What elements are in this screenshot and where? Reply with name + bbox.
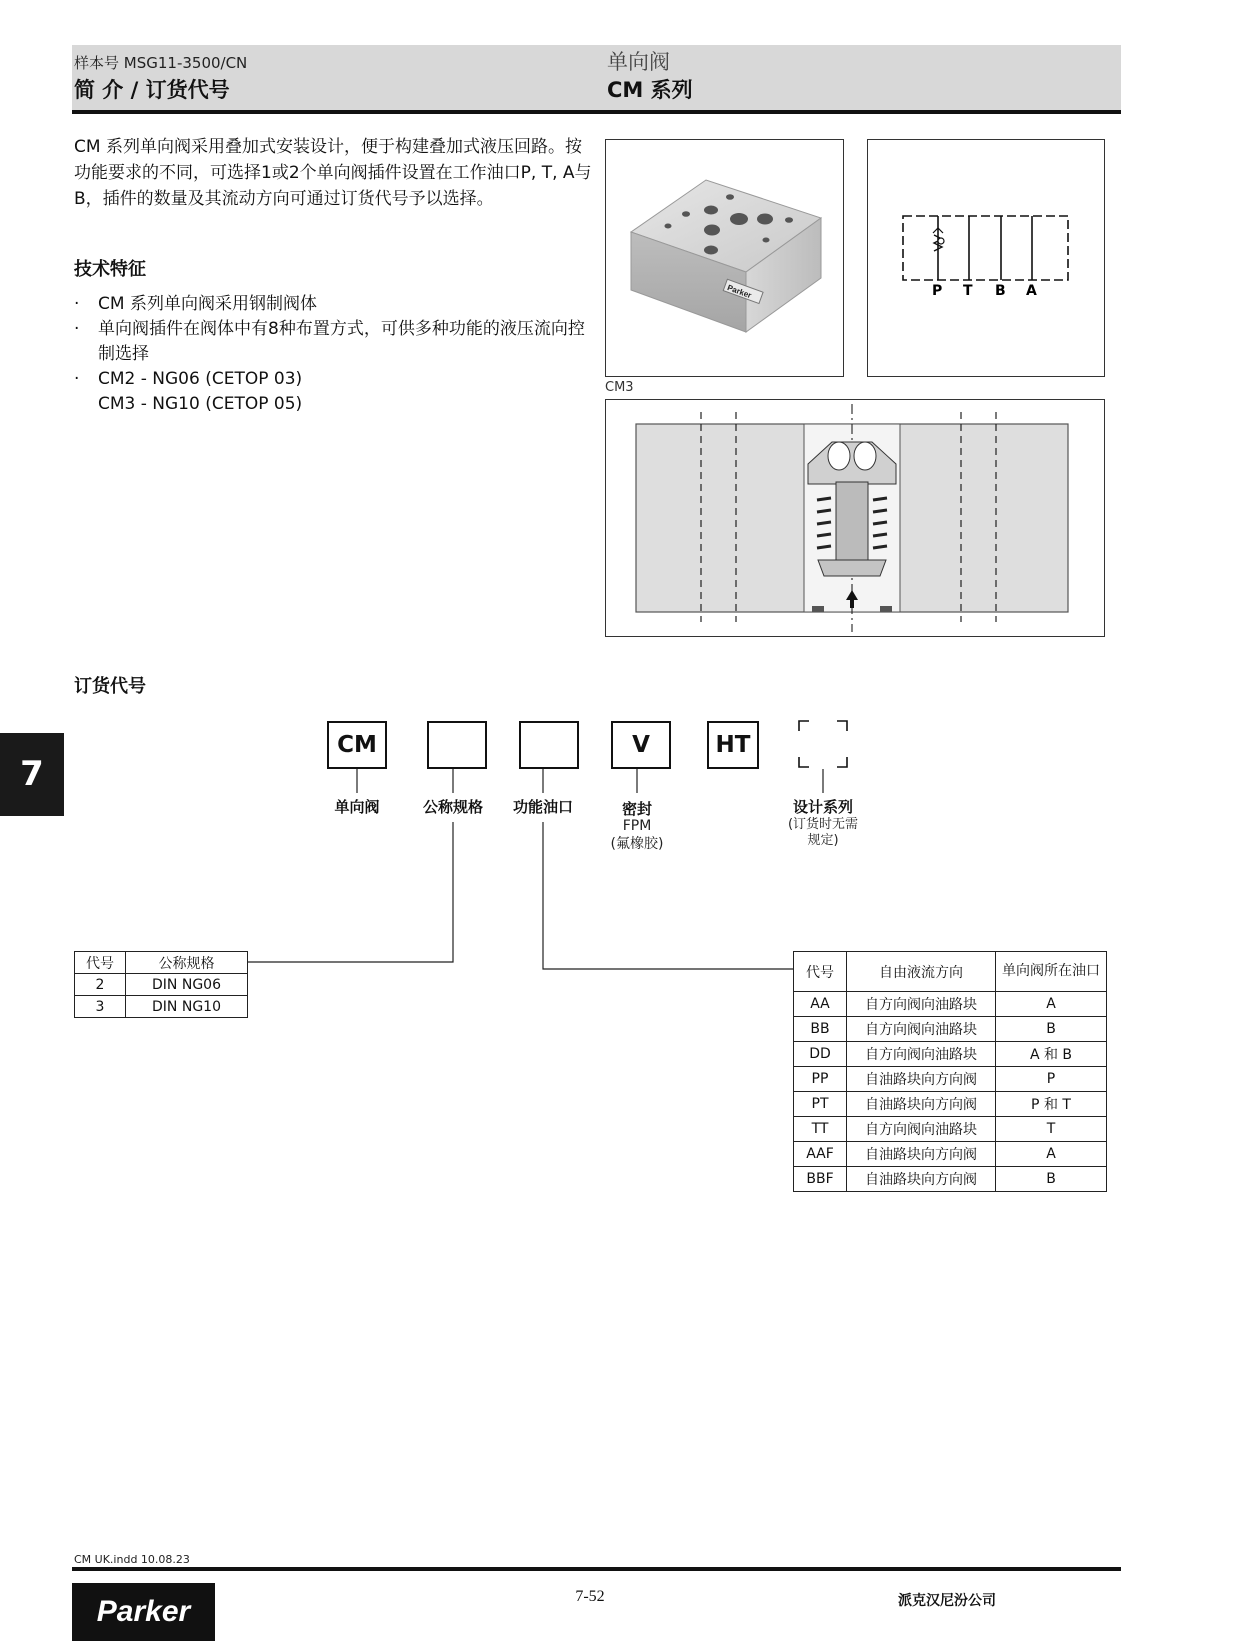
table-cell: AA — [794, 992, 847, 1017]
table-header-cell: 自由液流方向 — [847, 952, 996, 992]
table-cell: 自油路块向方向阀 — [847, 1167, 996, 1192]
port-label-a: A — [1026, 283, 1037, 299]
table-cell: B — [996, 1167, 1107, 1192]
table-header-cell: 单向阀所在油口 — [996, 952, 1107, 992]
table-cell: P — [996, 1067, 1107, 1092]
label-function-port: 功能油口 — [512, 798, 573, 816]
table-row — [794, 1167, 1107, 1192]
file-info: CM UK.indd 10.08.23 — [74, 1553, 190, 1566]
table-cell: T — [996, 1117, 1107, 1142]
label-check-valve: 单向阀 — [334, 798, 380, 816]
table-cell: 自方向阀向油路块 — [847, 1017, 996, 1042]
table-cell: DIN NG10 — [126, 996, 248, 1018]
photo-logo-text: Parker — [726, 283, 753, 301]
table-cell: PT — [794, 1092, 847, 1117]
table-row — [794, 1117, 1107, 1142]
nominal-size-table — [74, 951, 248, 1018]
label-nominal-size: 公称规格 — [422, 798, 483, 816]
table-row — [794, 1017, 1107, 1042]
table-cell: 自油路块向方向阀 — [847, 1092, 996, 1117]
table-cell: AAF — [794, 1142, 847, 1167]
section-title: 简 介 / 订货代号 — [74, 78, 230, 102]
table-row — [794, 1067, 1107, 1092]
page-number: 7-52 — [575, 1588, 605, 1605]
design-series-note-2: 规定) — [807, 833, 839, 848]
code-box-cm: CM — [327, 721, 387, 769]
table-cell: P 和 T — [996, 1092, 1107, 1117]
section-caption: CM3 — [605, 380, 634, 395]
feature-item: · CM2 - NG06 (CETOP 03) — [74, 369, 303, 389]
table-header-cell: 代号 — [75, 952, 126, 974]
port-label-p: P — [932, 283, 943, 299]
product-name: 单向阀 — [607, 50, 670, 74]
company-name: 派克汉尼汾公司 — [898, 1593, 996, 1609]
table-cell: TT — [794, 1117, 847, 1142]
label-design-series: 设计系列 — [792, 798, 853, 816]
table-cell: 自油路块向方向阀 — [847, 1142, 996, 1167]
table-header-cell: 代号 — [794, 952, 847, 992]
code-box-ht: HT — [707, 721, 759, 769]
catalog-number: 样本号 MSG11-3500/CN — [74, 54, 248, 72]
table-row — [794, 1092, 1107, 1117]
code-box-seal: V — [611, 721, 671, 769]
table-cell: A — [996, 1142, 1107, 1167]
table-row — [75, 996, 248, 1018]
port-label-b: B — [995, 283, 1006, 299]
function-port-table — [793, 951, 1107, 1192]
seal-material-cn: (氟橡胶) — [610, 836, 664, 852]
table-cell: 自方向阀向油路块 — [847, 1042, 996, 1067]
table-cell: 2 — [75, 974, 126, 996]
feature-item: · 单向阀插件在阀体中有8种布置方式，可供多种功能的液压流向控制选择 — [74, 319, 585, 364]
table-cell: 自油路块向方向阀 — [847, 1067, 996, 1092]
table-row — [75, 974, 248, 996]
ordering-code-heading: 订货代号 — [74, 676, 146, 697]
intro-paragraph: CM 系列单向阀采用叠加式安装设计，便于构建叠加式液压回路。按功能要求的不同，可选择1或2个单向阀插件设置在工作油口P, T, A与B，插件的数量及其流动方向可通过订货代号予以选择。 — [74, 137, 592, 209]
table-cell: 3 — [75, 996, 126, 1018]
table-cell: 自方向阀向油路块 — [847, 1117, 996, 1142]
table-cell: A 和 B — [996, 1042, 1107, 1067]
table-cell: 自方向阀向油路块 — [847, 992, 996, 1017]
label-seal: 密封 — [621, 800, 652, 818]
design-series-note-1: (订货时无需 — [787, 817, 859, 832]
table-row — [794, 1142, 1107, 1167]
seal-material: FPM — [622, 818, 652, 834]
feature-item: · CM 系列单向阀采用钢制阀体 — [74, 294, 317, 314]
table-row — [794, 1042, 1107, 1067]
table-cell: DIN NG06 — [126, 974, 248, 996]
table-cell: A — [996, 992, 1107, 1017]
table-cell: PP — [794, 1067, 847, 1092]
table-row — [794, 992, 1107, 1017]
series-title: CM 系列 — [607, 78, 693, 102]
table-cell: BBF — [794, 1167, 847, 1192]
table-cell: BB — [794, 1017, 847, 1042]
table-header-cell: 公称规格 — [126, 952, 248, 974]
table-header-row — [794, 952, 1107, 992]
feature-item: CM3 - NG10 (CETOP 05) — [98, 394, 303, 414]
port-label-t: T — [963, 283, 973, 299]
table-cell: DD — [794, 1042, 847, 1067]
table-cell: B — [996, 1017, 1107, 1042]
footer-rule — [72, 1567, 1121, 1571]
parker-logo: Parker — [72, 1583, 215, 1641]
table-header-row — [75, 952, 248, 974]
features-heading: 技术特征 — [74, 259, 146, 280]
chapter-tab: 7 — [0, 733, 64, 816]
